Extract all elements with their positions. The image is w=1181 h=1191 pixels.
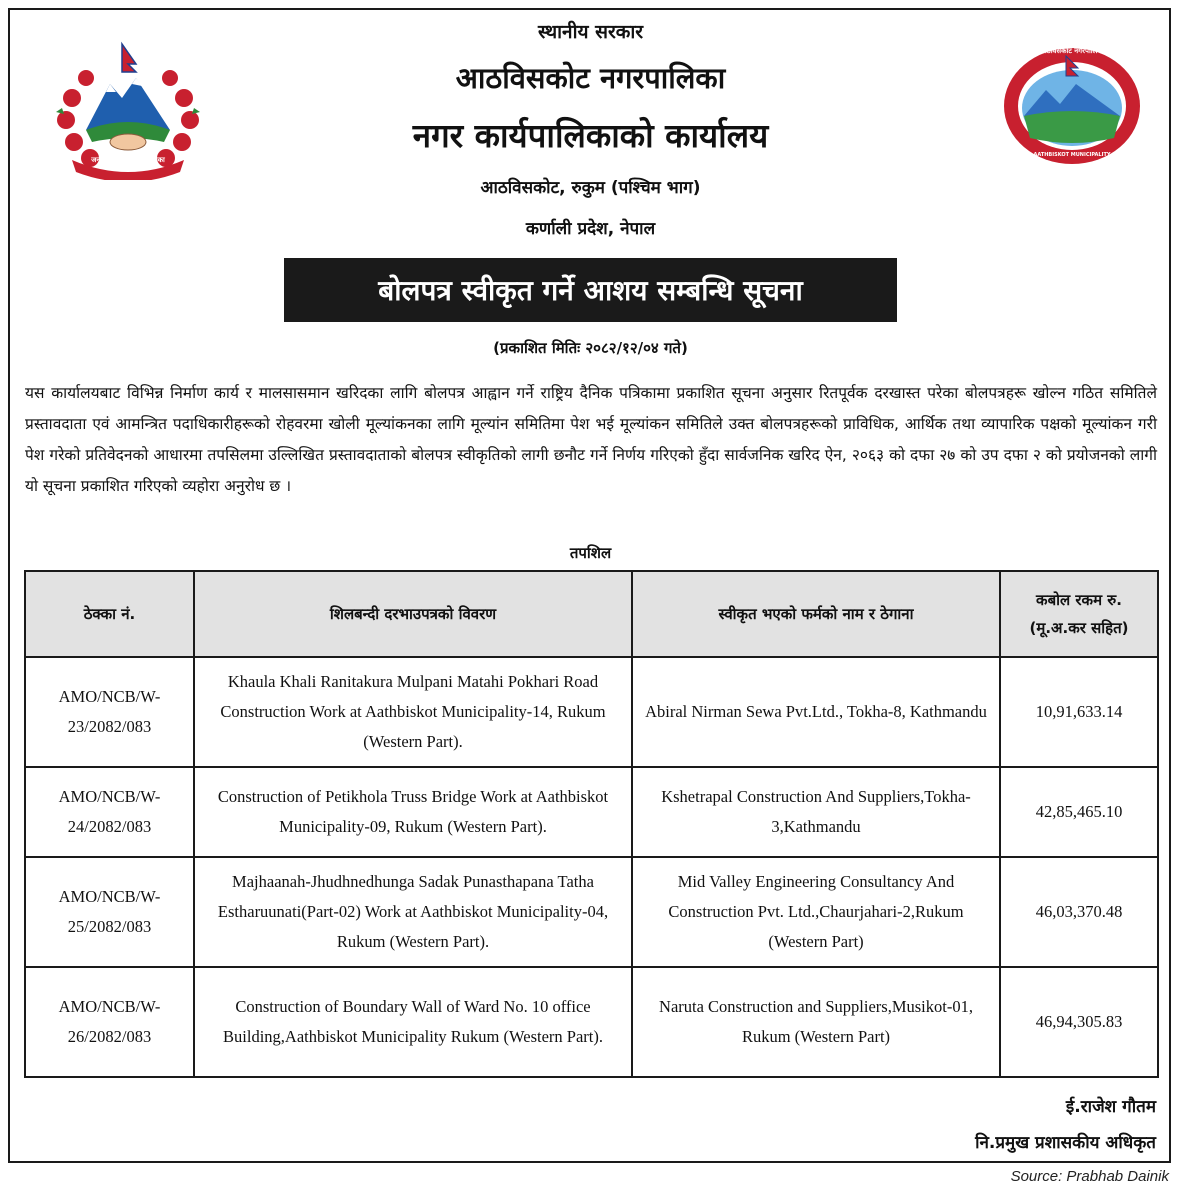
amount-cell: 46,94,305.83 xyxy=(1000,967,1158,1077)
contract-no-cell: AMO/NCB/W-24/2082/083 xyxy=(25,767,194,857)
details-label: तपशिल xyxy=(569,544,612,562)
notice-title-banner xyxy=(284,258,897,322)
source-credit: Source: Prabhab Dainik xyxy=(1010,1168,1169,1185)
signatory-designation: नि.प्रमुख प्रशासकीय अधिकृत xyxy=(975,1133,1156,1153)
tender-table xyxy=(24,570,1159,1078)
published-date: (प्रकाशित मितिः २०८२/१२/०४ गते) xyxy=(493,339,688,357)
col-header-firm: स्वीकृत भएको फर्मको नाम र ठेगाना xyxy=(632,571,1000,657)
firm-cell: Mid Valley Engineering Consultancy And Construction Pvt. Ltd.,Chaurjahari-2,Rukum (Western Part) xyxy=(632,857,1000,967)
contract-no-cell: AMO/NCB/W-26/2082/083 xyxy=(25,967,194,1077)
description-cell: Construction of Petikhola Truss Bridge Work at Aathbiskot Municipality-09, Rukum (Western Part). xyxy=(194,767,632,857)
amount-cell: 10,91,633.14 xyxy=(1000,657,1158,767)
municipality-name: आठविसकोट नगरपालिका xyxy=(455,61,726,95)
col-header-amount: कबोल रकम रु. (मू.अ.कर सहित) xyxy=(1000,571,1158,657)
local-government-label: स्थानीय सरकार xyxy=(537,21,644,43)
col-header-description: शिलबन्दी दरभाउपत्रको विवरण xyxy=(194,571,632,657)
right-logo-text: आठविसकोट नगरपालिका xyxy=(1039,47,1105,55)
description-cell: Khaula Khali Ranitakura Mulpani Matahi Pokhari Road Construction Work at Aathbiskot Municipality-14, Rukum (Western Part). xyxy=(194,657,632,767)
amount-cell: 42,85,465.10 xyxy=(1000,767,1158,857)
contract-no-cell: AMO/NCB/W-23/2082/083 xyxy=(25,657,194,767)
table-row xyxy=(25,657,1158,767)
col-header-contract-no: ठेक्का नं. xyxy=(25,571,194,657)
table-row xyxy=(25,967,1158,1077)
office-address: आठविसकोट, रुकुम (पश्चिम भाग) xyxy=(480,178,701,198)
right-logo-subtext: AATHBISKOT MUNICIPALITY xyxy=(1033,152,1111,158)
firm-cell: Naruta Construction and Suppliers,Musikot-01, Rukum (Western Part) xyxy=(632,967,1000,1077)
firm-cell: Abiral Nirman Sewa Pvt.Ltd., Tokha-8, Kathmandu xyxy=(632,657,1000,767)
amount-cell: 46,03,370.48 xyxy=(1000,857,1158,967)
notice-body: यस कार्यालयबाट विभिन्न निर्माण कार्य र मालसासमान खरिदका लागि बोलपत्र आह्वान गर्ने राष्ट्रिय दैनिक पत्रिकामा प्रकाशित सूचना अनुसार रितपूर्वक दरखास्त परेका बोलपत्रहरू खोल्न गठित समितिले प्रस्तावदाता एवं आमन्त्रित पदाधिकारीहरूको रोहवरमा खोली मूल्यांकनका लागि मूल्यांन समितिमा पेश भई मूल्यांकन समितिले उक्त बोलपत्रहरूको प्राविधिक, आर्थिक तथा व्यापारिक पक्षको मूल्यांकन गरी पेश गरेको प्रतिवेदनको आधारमा तपसिलमा उल्लिखित प्रस्तावदाताको बोलपत्र स्वीकृतिको लागी छनौट गर्ने निर्णय गरिएको हुँदा सार्वजनिक खरिद ऐन, २०६३ को दफा २७ को उप दफा २ को प्रयोजनको लागी यो सूचना प्रकाशित गरिएको व्यहोरा अनुरोध छ । xyxy=(25,384,1157,495)
contract-no-cell: AMO/NCB/W-25/2082/083 xyxy=(25,857,194,967)
table-row xyxy=(25,857,1158,967)
notice-title: बोलपत्र स्वीकृत गर्ने आशय सम्बन्धि सूचना xyxy=(378,274,803,307)
firm-cell: Kshetrapal Construction And Suppliers,Tokha-3,Kathmandu xyxy=(632,767,1000,857)
province-country: कर्णाली प्रदेश, नेपाल xyxy=(525,219,656,239)
table-row xyxy=(25,767,1158,857)
description-cell: Construction of Boundary Wall of Ward No. 10 office Building,Aathbiskot Municipality Rukum (Western Part). xyxy=(194,967,632,1077)
office-name: नगर कार्यपालिकाको कार्यालय xyxy=(412,116,769,155)
table-header-row xyxy=(25,571,1158,657)
description-cell: Majhaanah-Jhudhnedhunga Sadak Punasthapana Tatha Estharuunati(Part-02) Work at Aathbiskot Municipality-04, Rukum (Western Part). xyxy=(194,857,632,967)
signatory-name: ई.राजेश गौतम xyxy=(1065,1097,1156,1117)
left-logo-text: जनताको सेवामा नगरपालिका xyxy=(91,156,165,164)
